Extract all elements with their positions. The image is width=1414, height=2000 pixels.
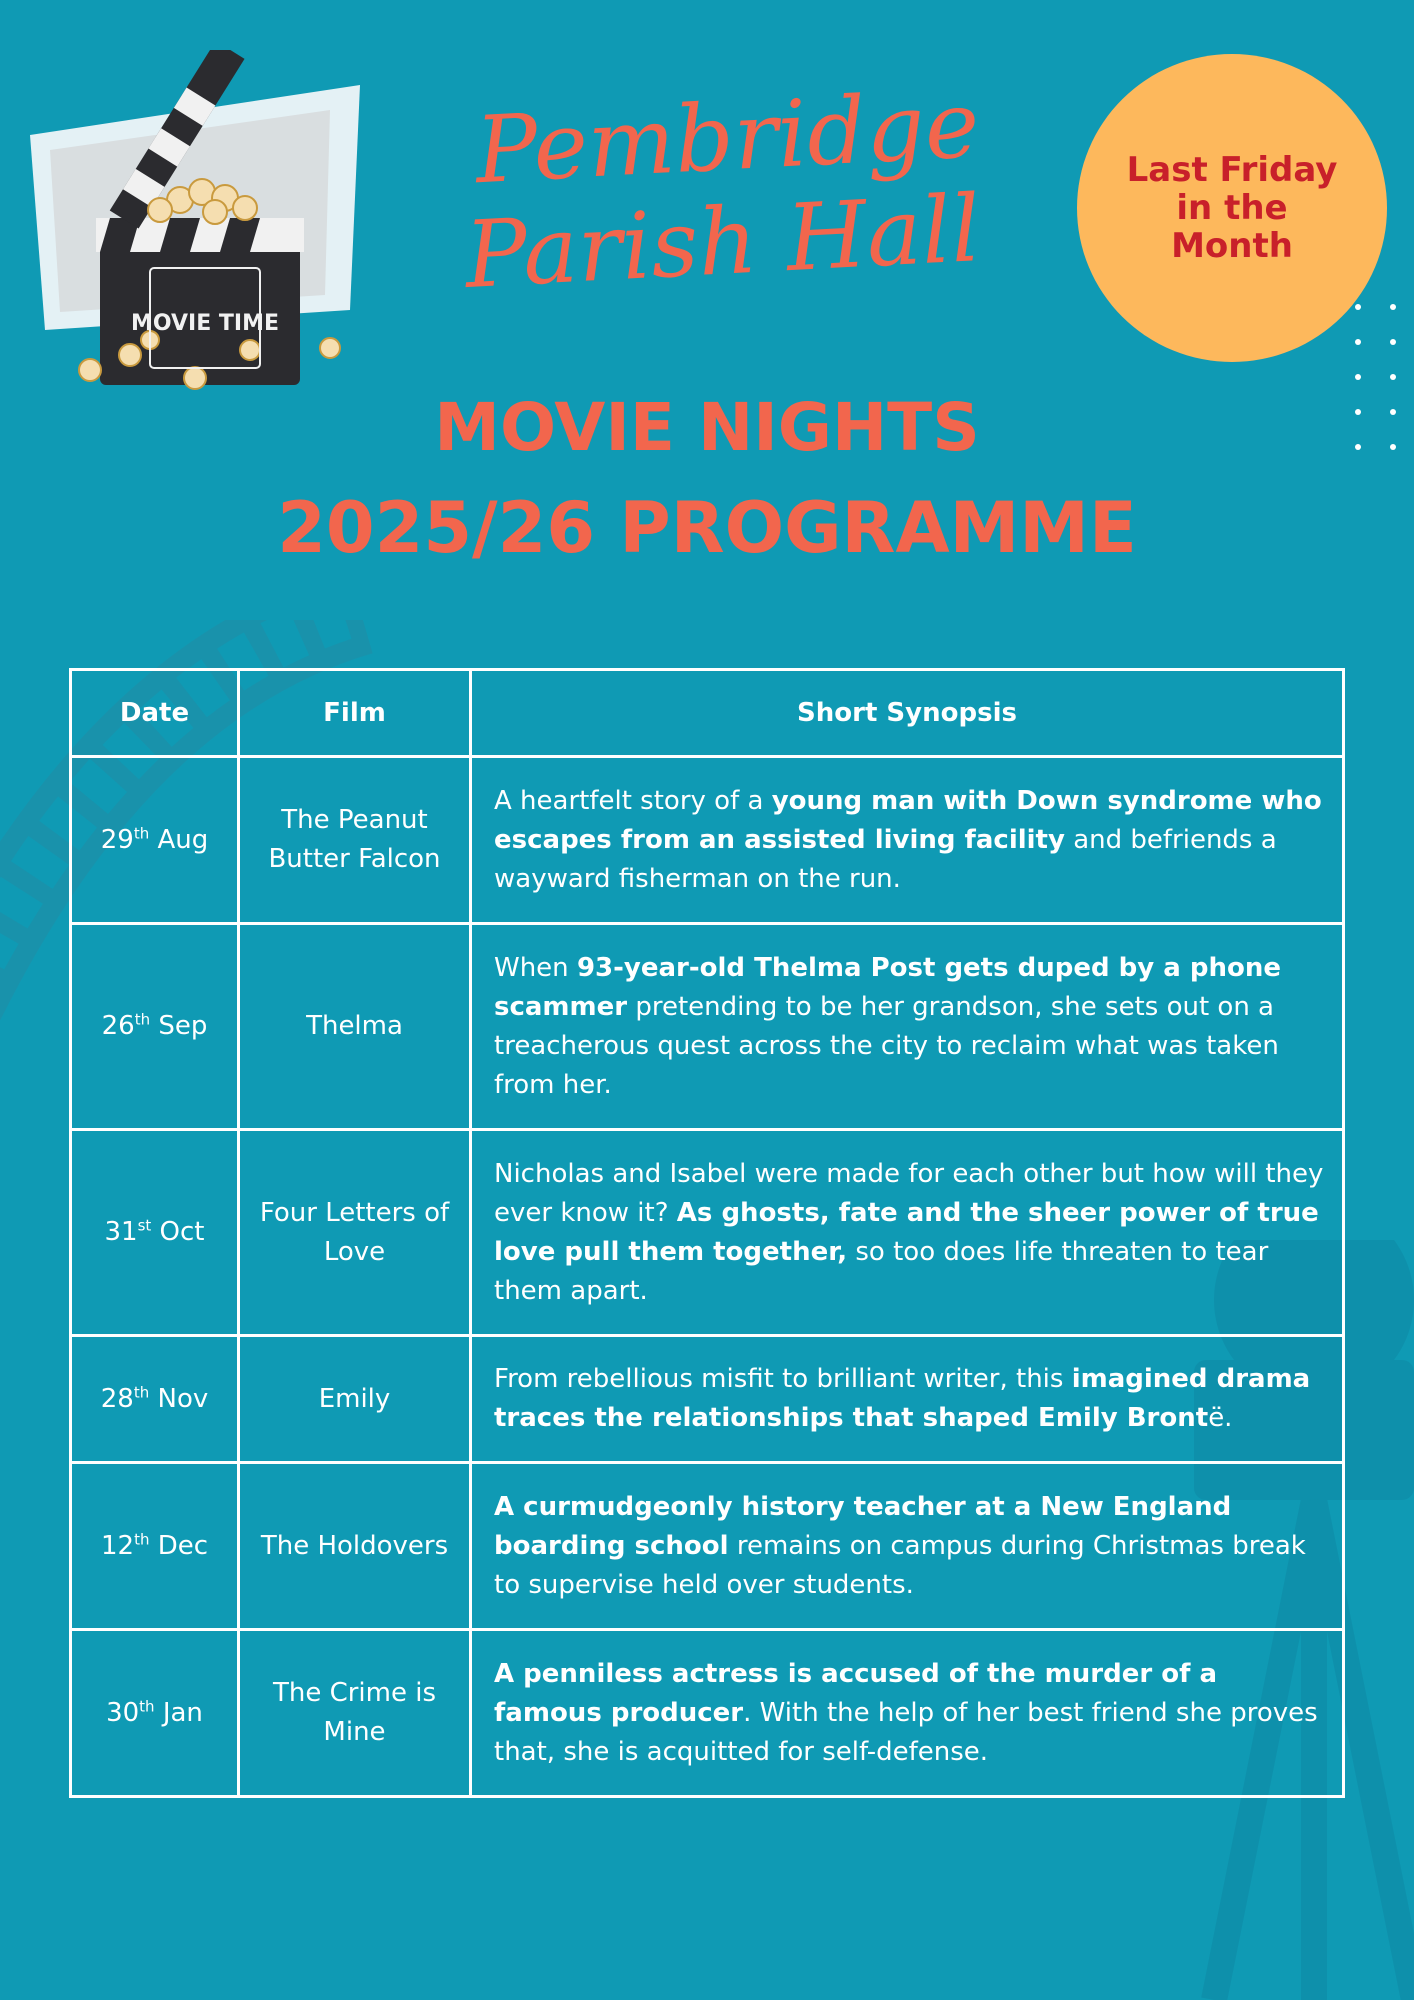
synopsis-text: ë.	[1208, 1403, 1233, 1433]
synopsis-text: and befriends a wayward fisherman on the run.	[494, 824, 1277, 894]
synopsis-text: When	[494, 952, 577, 983]
table-row	[71, 1336, 1344, 1463]
date-suffix: th	[134, 1010, 151, 1029]
synopsis-highlight: A curmudgeonly history teacher at a New England boarding school	[494, 1491, 1232, 1561]
film-title: Emily	[239, 1336, 471, 1463]
table-header-row	[71, 670, 1344, 757]
clapperboard-popcorn-illustration	[30, 50, 370, 400]
clapper-label: MOVIE TIME	[130, 311, 280, 336]
date-month: Nov	[157, 1383, 209, 1414]
date-day: 28	[100, 1383, 134, 1414]
synopsis-text: From rebellious misfit to brilliant writer, this	[494, 1364, 1072, 1394]
date-day: 31	[104, 1217, 138, 1247]
screening-date	[71, 924, 239, 1130]
screening-date	[71, 1630, 239, 1797]
screening-date	[71, 757, 239, 924]
screening-date	[71, 1336, 239, 1463]
synopsis-highlight: A penniless actress is accused of the murder of a famous producer	[494, 1658, 1217, 1728]
date-day: 26	[101, 1011, 135, 1041]
film-synopsis	[471, 924, 1344, 1130]
hall-title	[425, 68, 1075, 309]
date-month: Jan	[162, 1697, 203, 1728]
synopsis-highlight: imagined drama traces the relationships that shaped Emily Bront	[494, 1364, 1311, 1433]
date-day: 29	[100, 824, 134, 855]
date-month: Oct	[159, 1217, 205, 1247]
date-suffix: st	[137, 1216, 152, 1235]
synopsis-text: A heartfelt story of a	[494, 785, 772, 816]
synopsis-highlight: 93-year-old Thelma Post gets duped by a phone scammer	[494, 952, 1282, 1022]
synopsis-highlight: As ghosts, fate and the sheer power of true love pull them together,	[494, 1197, 1319, 1267]
date-suffix: th	[133, 823, 150, 842]
synopsis-text: . With the help of her best friend she proves that, she is acquitted for self-defense.	[494, 1697, 1318, 1767]
film-title: The Holdovers	[239, 1463, 471, 1630]
screening-date	[71, 1130, 239, 1336]
table-row	[71, 1130, 1344, 1336]
synopsis-text: remains on campus during Christmas break to supervise held over students.	[494, 1530, 1306, 1600]
date-month: Aug	[157, 824, 209, 855]
film-synopsis	[471, 1336, 1344, 1463]
screening-date	[71, 1463, 239, 1630]
film-synopsis	[471, 1630, 1344, 1797]
movie-schedule-table	[69, 668, 1345, 1798]
table-row	[71, 1463, 1344, 1630]
hall-title-line-2: Parish Hall	[462, 175, 984, 309]
synopsis-text: so too does life threaten to tear them apart.	[494, 1236, 1269, 1306]
date-suffix: th	[134, 1529, 150, 1548]
film-title: Thelma	[239, 924, 471, 1130]
header-synopsis: Short Synopsis	[471, 670, 1344, 757]
table-row	[71, 757, 1344, 924]
table-body	[71, 757, 1344, 1797]
header-date: Date	[71, 670, 239, 757]
date-suffix: th	[139, 1696, 155, 1715]
film-synopsis	[471, 1130, 1344, 1336]
film-title: The Crime is Mine	[239, 1630, 471, 1797]
program-title-line-2: 2025/26 PROGRAMME	[277, 487, 1137, 569]
date-day: 12	[100, 1530, 135, 1561]
film-synopsis	[471, 1463, 1344, 1630]
date-month: Dec	[157, 1530, 209, 1561]
date-month: Sep	[158, 1011, 208, 1041]
header-film: Film	[239, 670, 471, 757]
film-title: Four Letters of Love	[239, 1130, 471, 1336]
last-friday-badge	[1077, 54, 1387, 362]
film-title: The Peanut Butter Falcon	[239, 757, 471, 924]
date-suffix: th	[133, 1382, 150, 1401]
synopsis-text: Nicholas and Isabel were made for each other but how will they ever know it?	[494, 1158, 1324, 1228]
synopsis-highlight: young man with Down syndrome who escapes from an assisted living facility	[494, 785, 1322, 855]
program-title-line-1: MOVIE NIGHTS	[434, 389, 980, 466]
badge-text: Last Friday in the Month	[1126, 150, 1338, 266]
table-row	[71, 1630, 1344, 1797]
hall-title-line-1: Pembridge	[472, 71, 982, 205]
date-day: 30	[106, 1697, 140, 1728]
table-row	[71, 924, 1344, 1130]
synopsis-text: pretending to be her grandson, she sets out on a treacherous quest across the city to reclaim what was taken from her.	[494, 991, 1279, 1100]
film-synopsis	[471, 757, 1344, 924]
